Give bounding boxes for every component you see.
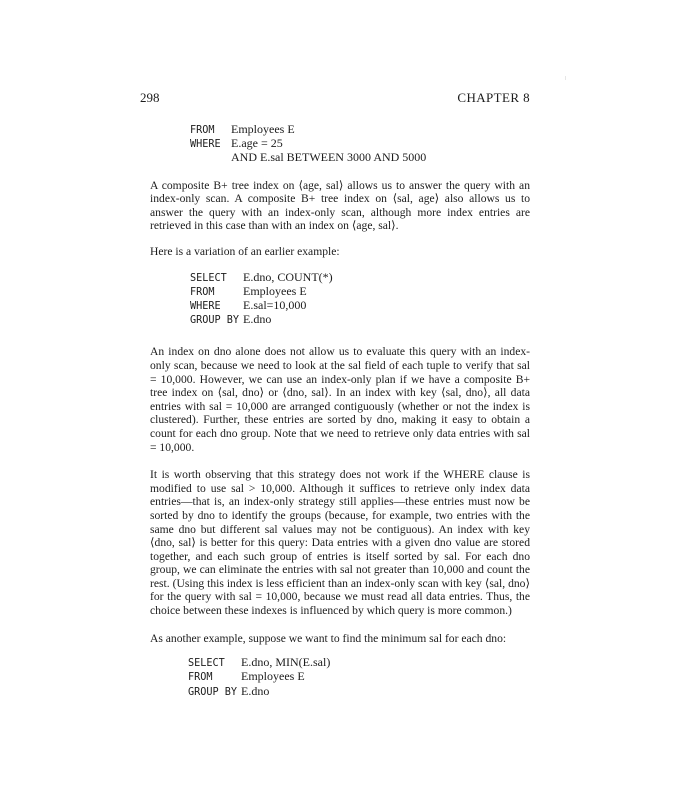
sql-keyword: FROM <box>188 672 213 684</box>
sql-clause: E.dno, COUNT(*) <box>243 269 333 284</box>
sql-keyword: SELECT <box>190 272 227 284</box>
sql-clause: E.sal=10,000 <box>243 297 307 312</box>
chapter-heading: CHAPTER 8 <box>457 90 530 105</box>
code-line <box>190 313 530 327</box>
sql-clause: Employees E <box>231 122 295 136</box>
paragraph-min-example: As another example, suppose we want to find the minimum sal for each dno: <box>150 631 507 645</box>
code-line <box>190 271 530 285</box>
sql-query-age-sal <box>190 123 530 165</box>
paragraph-dno-index: An index on dno alone does not allow us to evaluate this query with an index-only scan, because we need to look at the sal field of each tuple to verify that sal = 10,000. However, we can use an index-only plan if we have a composite B+ tree index on ⟨sal, dno⟩ or ⟨dno, sal⟩. In an index with key ⟨sal, dno⟩, all data entries with sal = 10,000 are arranged contiguously (whether or not the index is clustered). Further, these entries are sorted by dno, making it easy to obtain a count for each dno group. Note that we need to retrieve only data entries with sal = 10,000. <box>150 345 530 454</box>
code-line <box>190 285 530 299</box>
code-line <box>188 656 530 670</box>
sql-keyword: WHERE <box>190 139 221 151</box>
sql-clause: Employees E <box>241 669 305 684</box>
sql-clause: E.age = 25 <box>231 136 283 151</box>
paragraph-variation-intro: Here is a variation of an earlier example: <box>150 244 340 258</box>
sql-query-count <box>190 271 530 328</box>
sql-query-min <box>188 656 530 699</box>
paragraph-composite-index: A composite B+ tree index on ⟨age, sal⟩ allows us to answer the query with an index-only scan. A composite B+ tree index on ⟨sal, age⟩ also allows us to answer the query with an index-only scan, although more index entries are retrieved in this case than with an index on ⟨age, sal⟩. <box>150 178 530 233</box>
code-line <box>190 151 530 164</box>
code-line <box>190 299 530 313</box>
page-body <box>150 118 530 699</box>
sql-clause: AND E.sal BETWEEN 3000 AND 5000 <box>231 150 427 165</box>
page-number: 298 <box>140 90 160 105</box>
sql-keyword: FROM <box>190 286 215 298</box>
sql-clause: E.dno, MIN(E.sal) <box>241 655 331 670</box>
code-line <box>190 137 530 151</box>
code-line <box>190 123 530 137</box>
code-line <box>188 670 530 684</box>
sql-keyword: GROUP BY <box>188 686 238 698</box>
sql-clause: E.dno <box>241 683 270 698</box>
sql-clause: Employees E <box>243 283 307 298</box>
sql-keyword: WHERE <box>190 300 221 312</box>
sql-keyword: GROUP BY <box>190 315 240 327</box>
margin-mark <box>565 76 566 80</box>
sql-keyword: FROM <box>190 125 215 136</box>
sql-keyword: SELECT <box>188 658 225 670</box>
code-line <box>188 685 530 699</box>
paragraph-strategy-note: It is worth observing that this strategy does not work if the WHERE clause is modified to use sal > 10,000. Although it suffices to retrieve only index data entries—that is, an index-only strategy still applies—these entries must now be sorted by dno to identify the groups (because, for example, two entries with the same dno but different sal values may not be contiguous). An index with key ⟨dno, sal⟩ is better for this query: Data entries with a given dno value are stored together, and each such group of entries is itself sorted by sal. For each dno group, we can eliminate the entries with sal not greater than 10,000 and count the rest. (Using this index is less efficient than an index-only scan with key ⟨sal, dno⟩ for the query with sal = 10,000, because we must read all data entries. Thus, the choice between these indexes is influenced by which query is more common.) <box>150 468 530 618</box>
sql-clause: E.dno <box>243 312 272 327</box>
